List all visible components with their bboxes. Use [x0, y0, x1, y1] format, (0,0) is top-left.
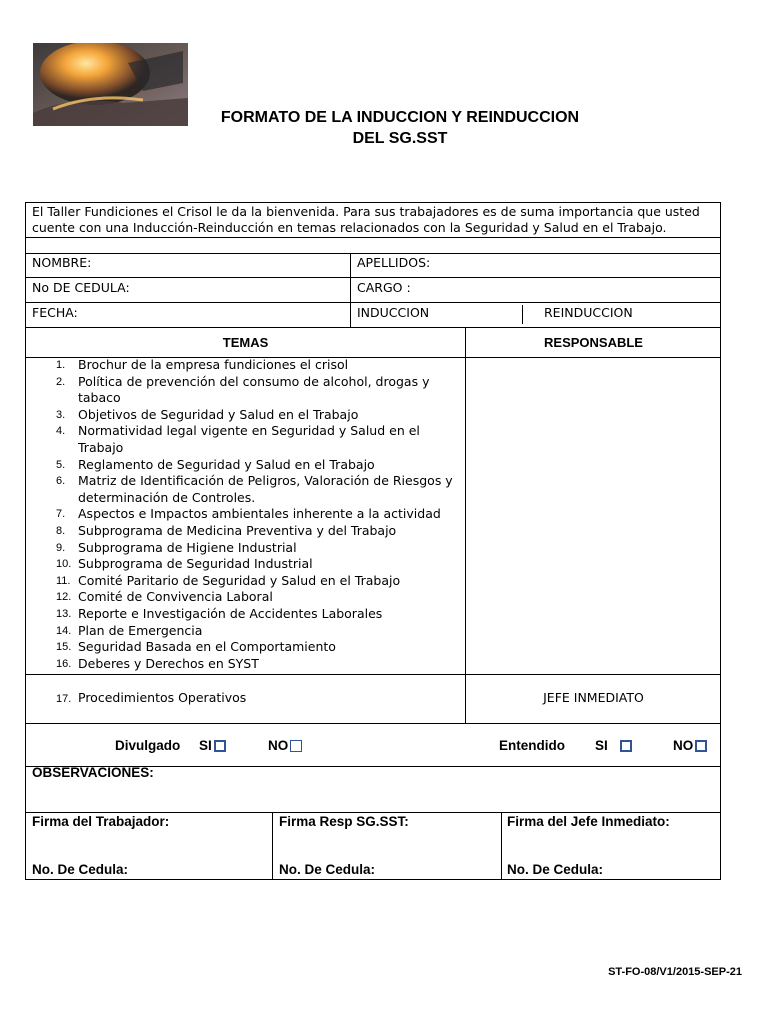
topic-item — [50, 423, 462, 456]
topic-item — [50, 623, 462, 640]
topic-item — [50, 523, 462, 540]
label-observaciones[interactable]: OBSERVACIONES: — [32, 765, 154, 780]
label-si: SI — [199, 738, 212, 753]
divulgado-si-checkbox[interactable] — [214, 740, 226, 752]
topic-text: Matriz de Identificación de Peligros, Valoración de Riesgos y determinación de Controles. — [78, 473, 453, 505]
label-si: SI — [595, 738, 608, 753]
topic-text: Objetivos de Seguridad y Salud en el Trabajo — [78, 406, 359, 422]
signature-trabajador[interactable]: Firma del Trabajador: — [32, 814, 170, 829]
topic-number: 1. — [56, 359, 66, 371]
row-divider — [26, 253, 720, 254]
column-divider — [465, 327, 466, 723]
topic-item — [50, 407, 462, 424]
option-reinduccion[interactable]: REINDUCCION — [544, 305, 633, 320]
topic-number: 6. — [56, 475, 66, 488]
topic-text: Subprograma de Medicina Preventiva y del Trabajo — [78, 522, 397, 538]
field-apellidos[interactable]: APELLIDOS: — [357, 255, 431, 270]
row-divider — [26, 237, 720, 238]
topic-item — [50, 589, 462, 606]
topic-item — [50, 457, 462, 474]
entendido-si — [595, 738, 632, 754]
row-divider — [26, 327, 720, 328]
topic-item — [50, 473, 462, 506]
topic-text: Normatividad legal vigente en Seguridad y Salud en el Trabajo — [78, 423, 420, 455]
field-cargo[interactable]: CARGO : — [357, 280, 411, 295]
topic-text: Aspectos e Impactos ambientales inherente a la actividad — [78, 506, 441, 522]
topic-text: Reglamento de Seguridad y Salud en el Trabajo — [78, 456, 375, 472]
entendido-no — [673, 738, 707, 754]
topic-number: 14. — [56, 624, 72, 637]
topic-number: 13. — [56, 607, 72, 620]
label-divulgado: Divulgado — [115, 738, 181, 753]
topic-item — [50, 556, 462, 573]
topic-number: 5. — [56, 458, 66, 471]
induction-form — [25, 202, 721, 880]
topic-number: 3. — [56, 408, 66, 421]
row-divider — [26, 302, 720, 303]
topic-number: 15. — [56, 641, 72, 654]
topic-number: 11. — [56, 574, 71, 587]
row-divider — [26, 812, 720, 813]
cedula-jefe[interactable]: No. De Cedula: — [507, 862, 604, 877]
column-divider — [501, 812, 502, 880]
topic-number: 4. — [56, 425, 66, 438]
divulgado-si — [199, 738, 226, 754]
topic-item — [50, 639, 462, 656]
field-fecha[interactable]: FECHA: — [32, 305, 78, 320]
topic-text: Brochur de la empresa fundiciones el crisol — [78, 357, 349, 372]
cedula-resp[interactable]: No. De Cedula: — [279, 862, 376, 877]
divulgado-no — [268, 738, 302, 754]
topic-text: Plan de Emergencia — [78, 622, 203, 638]
topic-text: Reporte e Investigación de Accidentes Laborales — [78, 605, 383, 621]
topic-number: 9. — [56, 541, 66, 554]
topic-text: Comité Paritario de Seguridad y Salud en el Trabajo — [78, 572, 401, 588]
row-divider — [26, 277, 720, 278]
divulgado-no-checkbox[interactable] — [290, 740, 302, 752]
topic-item — [50, 506, 462, 523]
signature-jefe[interactable]: Firma del Jefe Inmediato: — [507, 814, 670, 829]
document-code: ST-FO-08/V1/2015-SEP-21 — [608, 966, 742, 978]
item17-number: 17. — [56, 693, 72, 705]
topic-text: Subprograma de Seguridad Industrial — [78, 556, 313, 572]
column-divider — [272, 812, 273, 880]
topic-text: Comité de Convivencia Laboral — [78, 589, 273, 605]
topics-list — [50, 357, 462, 672]
label-entendido: Entendido — [499, 738, 565, 753]
intro-text: El Taller Fundiciones el Crisol le da la bienvenida. Para sus trabajadores es de suma importancia que usted cuente con una Inducción-Reinducción en temas relacionados con la Seguridad y Salud en el Trabajo. — [32, 204, 700, 235]
field-nombre[interactable]: NOMBRE: — [32, 255, 92, 270]
topic-text: Política de prevención del consumo de alcohol, drogas y tabaco — [78, 373, 430, 406]
topic-number: 2. — [56, 375, 66, 388]
topic-number: 10. — [56, 558, 72, 571]
item17-responsable: JEFE INMEDIATO — [543, 690, 644, 705]
cedula-trabajador[interactable]: No. De Cedula: — [32, 862, 129, 877]
signature-resp-sgsst[interactable]: Firma Resp SG.SST: — [279, 814, 409, 829]
field-cedula[interactable]: No DE CEDULA: — [32, 280, 130, 295]
topic-item — [50, 573, 462, 590]
header-responsable: RESPONSABLE — [544, 335, 643, 350]
column-divider — [522, 305, 523, 324]
entendido-si-checkbox[interactable] — [620, 740, 632, 752]
document-title-line1: FORMATO DE LA INDUCCION Y REINDUCCION — [220, 109, 580, 126]
topic-number: 7. — [56, 508, 66, 521]
topic-item — [50, 540, 462, 557]
column-divider — [350, 253, 351, 327]
item17-text: Procedimientos Operativos — [78, 690, 247, 705]
option-induccion[interactable]: INDUCCION — [357, 305, 430, 320]
topic-text: Subprograma de Higiene Industrial — [78, 539, 297, 555]
document-title-line2: DEL SG.SST — [352, 130, 448, 147]
topic-item — [50, 357, 462, 374]
topic-number: 8. — [56, 524, 66, 537]
label-no: NO — [268, 738, 289, 753]
entendido-no-checkbox[interactable] — [695, 740, 707, 752]
topic-text: Deberes y Derechos en SYST — [78, 655, 259, 671]
topic-item — [50, 374, 462, 407]
topic-number: 16. — [56, 657, 72, 670]
topic-item — [50, 656, 462, 673]
topic-number: 12. — [56, 591, 72, 604]
topic-item — [50, 606, 462, 623]
topic-text: Seguridad Basada en el Comportamiento — [78, 639, 336, 655]
row-divider — [26, 723, 720, 724]
header-temas: TEMAS — [222, 335, 269, 350]
row-divider — [26, 674, 720, 675]
label-no: NO — [673, 738, 694, 753]
